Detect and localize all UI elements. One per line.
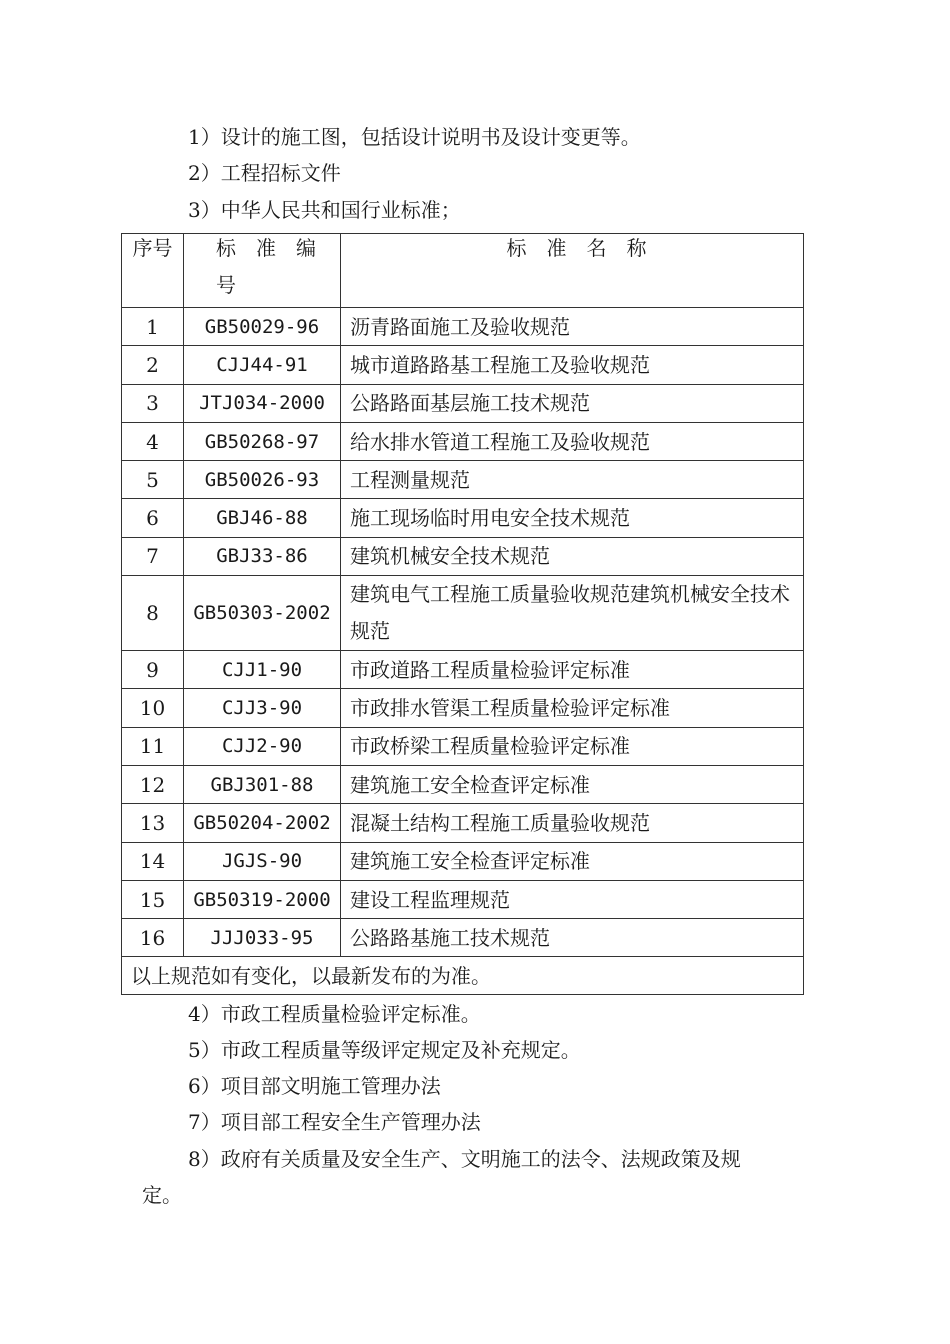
row-num: 4 [122, 422, 184, 460]
table-row [122, 384, 804, 422]
table-row [122, 461, 804, 499]
row-code: JJJ033-95 [184, 919, 341, 957]
row-name: 建筑施工安全检查评定标准 [341, 842, 804, 880]
row-name: 市政排水管渠工程质量检验评定标准 [341, 689, 804, 727]
outro-line-8-cont: 定。 [142, 1183, 182, 1207]
row-code: GB50029-96 [184, 308, 341, 346]
row-name: 沥青路面施工及验收规范 [341, 308, 804, 346]
row-num: 3 [122, 384, 184, 422]
row-name: 建设工程监理规范 [341, 880, 804, 918]
outro-line-6: 6）项目部文明施工管理办法 [188, 1074, 441, 1098]
row-num: 11 [122, 727, 184, 765]
row-code: JGJS-90 [184, 842, 341, 880]
table-row [122, 842, 804, 880]
table-row [122, 576, 804, 651]
outro-line-5: 5）市政工程质量等级评定规定及补充规定。 [188, 1038, 581, 1062]
table-row [122, 308, 804, 346]
row-num: 10 [122, 689, 184, 727]
table-row [122, 804, 804, 842]
table-footer-note: 以上规范如有变化，以最新发布的为准。 [122, 957, 804, 995]
row-num: 6 [122, 499, 184, 537]
row-name [341, 576, 804, 651]
header-name: 标 准 名 称 [341, 234, 804, 308]
row-name: 公路路面基层施工技术规范 [341, 384, 804, 422]
row-name: 市政桥梁工程质量检验评定标准 [341, 727, 804, 765]
row-name: 给水排水管道工程施工及验收规范 [341, 422, 804, 460]
row-code: GBJ46-88 [184, 499, 341, 537]
row-code: GBJ33-86 [184, 537, 341, 575]
row-name-text: 建筑电气工程施工质量验收规范建筑机械安全技术规范 [350, 582, 790, 644]
row-num: 5 [122, 461, 184, 499]
table-row [122, 689, 804, 727]
standards-table [121, 233, 804, 995]
row-num: 2 [122, 346, 184, 384]
row-code: JTJ034-2000 [184, 384, 341, 422]
table-header-row [122, 234, 804, 308]
row-code: CJJ2-90 [184, 727, 341, 765]
table-row [122, 919, 804, 957]
row-name: 施工现场临时用电安全技术规范 [341, 499, 804, 537]
row-num: 15 [122, 880, 184, 918]
row-code: CJJ3-90 [184, 689, 341, 727]
row-num: 16 [122, 919, 184, 957]
outro-line-8: 8）政府有关质量及安全生产、文明施工的法令、法规政策及规 [188, 1147, 741, 1171]
table-row [122, 499, 804, 537]
outro-line-7: 7）项目部工程安全生产管理办法 [188, 1110, 481, 1134]
row-name: 混凝土结构工程施工质量验收规范 [341, 804, 804, 842]
row-name: 工程测量规范 [341, 461, 804, 499]
intro-line-3: 3）中华人民共和国行业标准； [188, 198, 461, 222]
row-code: CJJ44-91 [184, 346, 341, 384]
table-row [122, 422, 804, 460]
table-row [122, 880, 804, 918]
row-code: GB50026-93 [184, 461, 341, 499]
row-name: 建筑施工安全检查评定标准 [341, 765, 804, 803]
table-row [122, 537, 804, 575]
table-row [122, 765, 804, 803]
row-num: 9 [122, 651, 184, 689]
row-num: 13 [122, 804, 184, 842]
row-name: 市政道路工程质量检验评定标准 [341, 651, 804, 689]
row-num: 8 [122, 576, 184, 651]
intro-line-1: 1）设计的施工图，包括设计说明书及设计变更等。 [188, 125, 641, 149]
table-row [122, 651, 804, 689]
row-num: 7 [122, 537, 184, 575]
header-code: 标 准 编 号 [184, 234, 341, 308]
header-num: 序号 [122, 234, 184, 308]
outro-line-4: 4）市政工程质量检验评定标准。 [188, 1002, 481, 1026]
row-num: 12 [122, 765, 184, 803]
row-code: GBJ301-88 [184, 765, 341, 803]
intro-line-2: 2）工程招标文件 [188, 161, 341, 185]
row-name: 城市道路路基工程施工及验收规范 [341, 346, 804, 384]
row-num: 1 [122, 308, 184, 346]
row-code: GB50303-2002 [184, 576, 341, 651]
row-code: GB50319-2000 [184, 880, 341, 918]
row-code: GB50204-2002 [184, 804, 341, 842]
row-code: CJJ1-90 [184, 651, 341, 689]
row-name: 公路路基施工技术规范 [341, 919, 804, 957]
table-row [122, 727, 804, 765]
row-code: GB50268-97 [184, 422, 341, 460]
row-name: 建筑机械安全技术规范 [341, 537, 804, 575]
table-footer-row [122, 957, 804, 995]
table-row [122, 346, 804, 384]
row-num: 14 [122, 842, 184, 880]
